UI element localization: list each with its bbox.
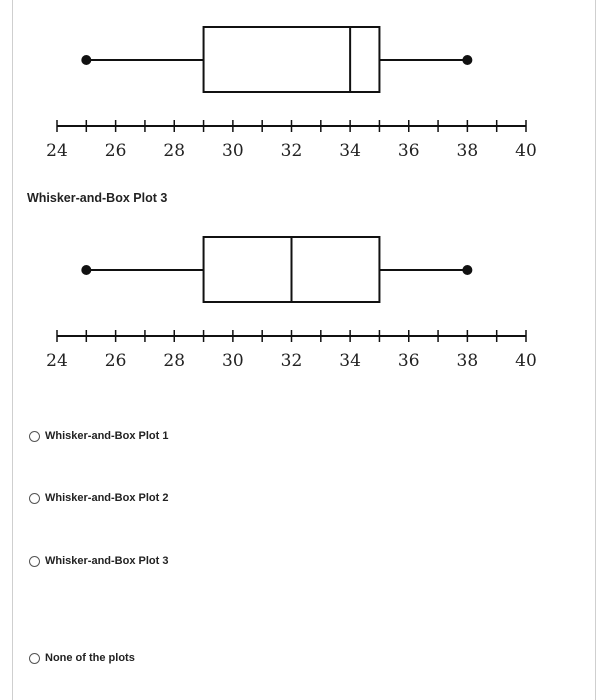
- tick-label: 30: [222, 351, 244, 371]
- box-plot-2: [0, 0, 602, 200]
- option-none-label: None of the plots: [45, 652, 135, 664]
- radio-plot-2[interactable]: [29, 493, 40, 504]
- min-point: [81, 265, 91, 275]
- option-plot-1[interactable]: [29, 430, 168, 442]
- tick-label: 34: [339, 351, 361, 371]
- max-point: [462, 265, 472, 275]
- min-point: [81, 55, 91, 65]
- tick-label: 38: [456, 351, 479, 371]
- tick-label: 26: [104, 351, 127, 371]
- option-plot-2[interactable]: [29, 492, 168, 504]
- box-plot-3: [0, 210, 602, 410]
- tick-label: 40: [515, 141, 537, 161]
- option-plot-1-label: Whisker-and-Box Plot 1: [45, 430, 169, 442]
- box: [204, 27, 380, 92]
- option-none[interactable]: [29, 652, 135, 664]
- tick-label: 34: [339, 141, 361, 161]
- tick-label: 24: [46, 351, 68, 371]
- tick-label: 24: [46, 141, 68, 161]
- tick-label: 28: [163, 141, 186, 161]
- option-plot-2-label: Whisker-and-Box Plot 2: [45, 492, 169, 504]
- tick-label: 28: [163, 351, 186, 371]
- radio-plot-3[interactable]: [29, 556, 40, 567]
- plot-3-title: Whisker-and-Box Plot 3: [27, 191, 168, 205]
- tick-label: 38: [456, 141, 479, 161]
- max-point: [462, 55, 472, 65]
- tick-label: 36: [397, 141, 420, 161]
- tick-label: 26: [104, 141, 127, 161]
- tick-label: 30: [222, 141, 244, 161]
- radio-none[interactable]: [29, 653, 40, 664]
- tick-label: 40: [515, 351, 537, 371]
- tick-label: 32: [280, 141, 303, 161]
- option-plot-3-label: Whisker-and-Box Plot 3: [45, 555, 169, 567]
- tick-label: 36: [397, 351, 420, 371]
- radio-plot-1[interactable]: [29, 431, 40, 442]
- option-plot-3[interactable]: [29, 555, 168, 567]
- tick-label: 32: [280, 351, 303, 371]
